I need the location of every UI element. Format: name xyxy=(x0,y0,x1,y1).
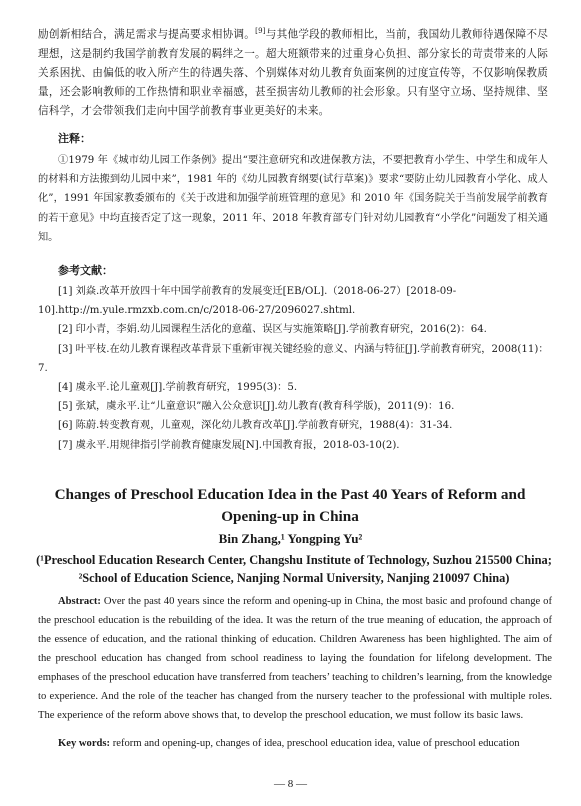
notes-heading: 注释： xyxy=(58,132,91,145)
body-text-part1: 励创新相结合，满足需求与提高要求相协调。 xyxy=(38,28,256,41)
english-title: Changes of Preschool Education Idea in the Past 40 Years of Reform and Opening-up in China xyxy=(54,486,526,525)
references-heading: 参考文献： xyxy=(58,264,113,277)
english-abstract xyxy=(38,592,552,725)
english-keywords xyxy=(38,734,552,753)
reference-item: [7] 虞永平.用规律指引学前教育健康发展[N].中国教育报，2018-03-10(2). xyxy=(58,439,400,451)
keywords-text: reform and opening-up, changes of idea, preschool education idea, value of preschool education xyxy=(110,738,520,749)
reference-item: [6] 陈蔚.转变教育观，儿童观，深化幼儿教育改革[J].学前教育研究，1988(4)：31-34. xyxy=(58,420,453,432)
reference-item: [3] 叶平枝.在幼儿教育课程改革背景下重新审视关键经验的意义、内涵与特征[J].学前教育研究，2008(11)：7. xyxy=(38,343,549,374)
references-list xyxy=(38,282,552,455)
abstract-label: Abstract: xyxy=(58,596,101,607)
english-authors: Bin Zhang,¹ Yongping Yu² xyxy=(218,531,363,546)
reference-item: [1] 刘焱.改革开放四十年中国学前教育的发展变迁[EB/OL].（2018-06-27）[2018-09-10].http://m.yule.rmzxb.com.cn/c/2018-06-27/2096027.shtml. xyxy=(38,286,457,317)
body-paragraph xyxy=(38,22,548,121)
reference-item: [5] 张斌，虞永平.让“儿童意识”融入公众意识[J].幼儿教育(教育科学版)，2011(9)：16. xyxy=(58,401,455,413)
keywords-label: Key words: xyxy=(58,738,111,749)
citation-superscript: [9] xyxy=(255,27,266,35)
reference-item: [4] 虞永平.论儿童观[J].学前教育研究，1995(3)：5. xyxy=(58,382,298,394)
abstract-text: Over the past 40 years since the reform and opening-up in China, the most basic and profound change of the preschool education is the rebuilding of the idea. It was the return of the true meaning of education, the approach of the essence of education, and the rational thinking of education. Children Awareness has been highlighted. The aim of the preschool education has changed from school readiness to laying the foundation for lifelong development. The emphases of the preschool education have transferred from teachers’ teaching to children’s learning, from the knowledge to experience. And the role of the teacher has changed from the nursery teacher to the professional with multiple roles. The experience of the reform above shows that, to develop the preschool education, we must follow its basic laws. xyxy=(38,596,552,721)
notes-text: ①1979 年《城市幼儿园工作条例》提出“要注意研究和改进保教方法，不要把教育小学生、中学生和成年人的材料和方法搬到幼儿园中来”，1981 年的《幼儿园教育纲要(试行草案)》要求“要防止幼儿园教育小学化、成人化”，1991 年国家教委颁布的《关于改进和加强学前班管理的意见》和 2010 年《国务院关于当前发展学前教育的若干意见》中均直接否定了这一现象，2011 年、2018 年教育部专门针对幼儿园教育“小学化”问题发了相关通知。 xyxy=(38,155,548,243)
body-text-part2: 与其他学段的教师相比，当前，我国幼儿教师待遇保障不尽理想，这是制约我国学前教育发展的羁绊之一。超大班额带来的过重身心负担、部分家长的苛责带来的人际关系困扰、由偏低的收入所产生的待遇失落、个别媒体对幼儿教育负面案例的过度宣传等，不仅影响保教质量，还会影响教师的工作热情和职业幸福感，甚至损害幼儿教师的社会形象。只有坚守立场、坚持规律、坚信科学，才会带领我们走向中国学前教育事业更美好的未来。 xyxy=(38,28,549,117)
reference-item: [2] 印小青，李娟.幼儿园课程生活化的意蕴、误区与实施策略[J].学前教育研究，2016(2)：64. xyxy=(58,324,487,336)
page-number: — 8 — xyxy=(274,778,307,790)
english-affiliation: (¹Preschool Education Research Center, Changshu Institute of Technology, Suzhou 215500 China; ²School of Education Science, Nanjing Normal University, Nanjing 210097 China) xyxy=(36,553,552,585)
